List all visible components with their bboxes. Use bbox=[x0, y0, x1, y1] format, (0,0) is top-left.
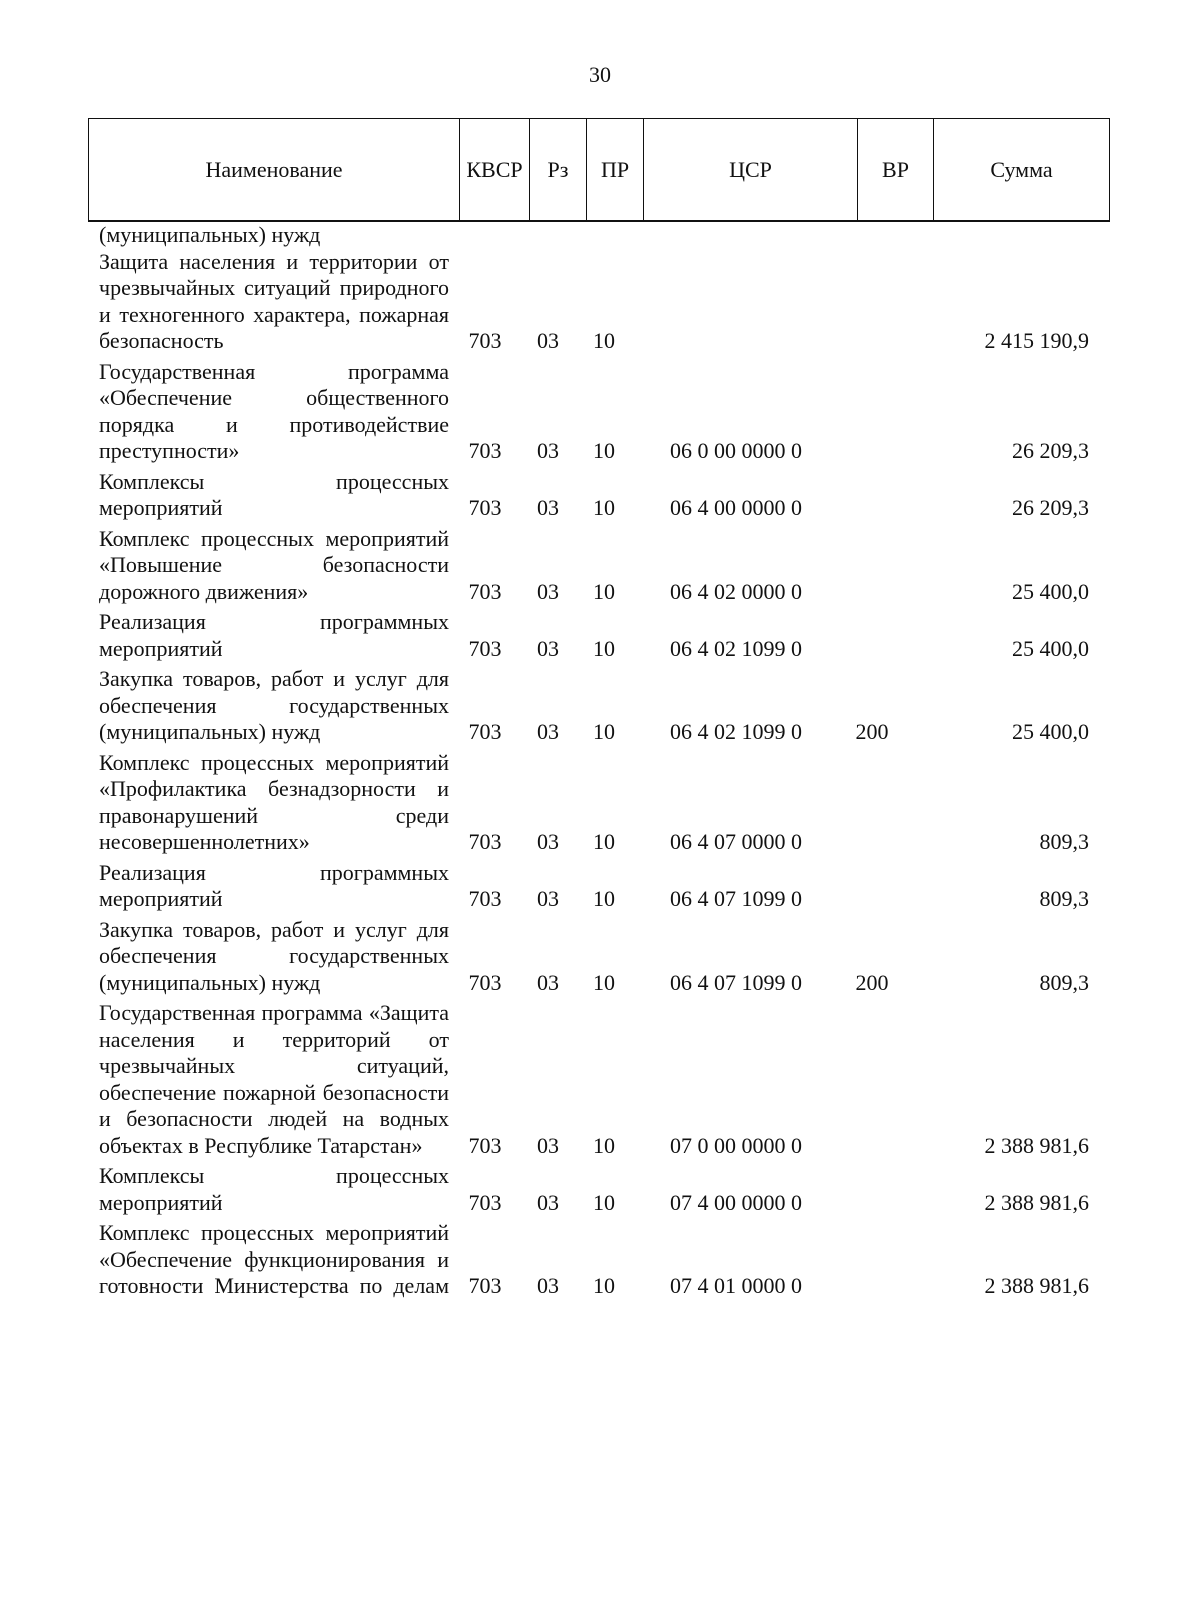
table-row bbox=[99, 249, 1119, 355]
row-rz: 03 bbox=[537, 1273, 559, 1298]
row-rz: 03 bbox=[537, 829, 559, 854]
row-kvsr: 703 bbox=[468, 829, 502, 854]
row-name: Комплексы процессных мероприятий bbox=[99, 1163, 449, 1215]
table-row bbox=[99, 1163, 1119, 1216]
row-csr: 06 4 02 1099 0 bbox=[670, 635, 802, 661]
row-name: Реализация программных мероприятий bbox=[99, 859, 449, 911]
row-name: Реализация программных мероприятий bbox=[99, 609, 449, 661]
row-csr: 07 4 01 0000 0 bbox=[670, 1273, 802, 1298]
row-pr: 10 bbox=[593, 495, 615, 520]
row-sum: 2 415 190,9 bbox=[984, 328, 1089, 353]
row-sum: 809,3 bbox=[1039, 886, 1089, 911]
table-row bbox=[99, 1220, 1119, 1300]
header-kvsr: КВСР bbox=[460, 119, 530, 220]
row-csr: 06 4 02 1099 0 bbox=[670, 719, 802, 744]
row-csr: 07 4 00 0000 0 bbox=[670, 1189, 802, 1215]
row-sum: 25 400,0 bbox=[1012, 578, 1089, 604]
row-name: (муниципальных) нужд bbox=[99, 222, 321, 247]
row-csr: 07 0 00 0000 0 bbox=[670, 1132, 802, 1158]
table-row bbox=[99, 609, 1119, 662]
row-rz: 03 bbox=[537, 969, 559, 995]
row-name: Комплекс процессных мероприятий «Обеспечение функционирования и готовности Министерства по делам bbox=[99, 1220, 449, 1298]
row-rz: 03 bbox=[537, 719, 559, 744]
row-csr: 06 4 07 1099 0 bbox=[670, 886, 802, 911]
row-name: Закупка товаров, работ и услуг для обеспечения государственных (муниципальных) нужд bbox=[99, 666, 449, 744]
table-row bbox=[99, 666, 1119, 746]
header-pr: ПР bbox=[587, 119, 644, 220]
row-kvsr: 703 bbox=[468, 719, 502, 744]
row-rz: 03 bbox=[537, 495, 559, 520]
row-kvsr: 703 bbox=[468, 495, 502, 520]
row-csr: 06 4 07 1099 0 bbox=[670, 969, 802, 995]
row-kvsr: 703 bbox=[468, 328, 502, 353]
table-row bbox=[99, 469, 1119, 522]
row-sum: 25 400,0 bbox=[1012, 635, 1089, 661]
row-rz: 03 bbox=[537, 438, 559, 463]
row-sum: 2 388 981,6 bbox=[984, 1273, 1089, 1298]
row-kvsr: 703 bbox=[468, 969, 502, 995]
row-kvsr: 703 bbox=[468, 438, 502, 463]
row-sum: 2 388 981,6 bbox=[984, 1189, 1089, 1215]
row-name: Государственная программа «Обеспечение общественного порядка и противодействие преступности» bbox=[99, 358, 449, 463]
header-csr: ЦСР bbox=[644, 119, 858, 220]
row-rz: 03 bbox=[537, 1132, 559, 1158]
row-rz: 03 bbox=[537, 886, 559, 911]
row-rz: 03 bbox=[537, 328, 559, 353]
row-kvsr: 703 bbox=[468, 1132, 502, 1158]
row-pr: 10 bbox=[593, 829, 615, 854]
row-pr: 10 bbox=[593, 1273, 615, 1298]
header-name: Наименование bbox=[89, 119, 460, 220]
row-name: Государственная программа «Защита населения и территорий от чрезвычайных ситуаций, обеспечение пожарной безопасности и безопасности людей на водных объектах в Республике Татарстан» bbox=[99, 1000, 449, 1158]
row-sum: 26 209,3 bbox=[1012, 438, 1089, 463]
row-kvsr: 703 bbox=[468, 635, 502, 661]
row-csr: 06 0 00 0000 0 bbox=[670, 438, 802, 463]
page-number: 30 bbox=[589, 62, 611, 87]
row-kvsr: 703 bbox=[468, 1273, 502, 1298]
table-row bbox=[99, 750, 1119, 856]
row-pr: 10 bbox=[593, 719, 615, 744]
table-row bbox=[99, 526, 1119, 606]
row-vr: 200 bbox=[855, 969, 889, 995]
table-body bbox=[99, 222, 1119, 1300]
row-csr: 06 4 07 0000 0 bbox=[670, 829, 802, 854]
row-pr: 10 bbox=[593, 635, 615, 661]
table-row bbox=[99, 917, 1119, 997]
row-name: Защита населения и территории от чрезвычайных ситуаций природного и техногенного характера, пожарная безопасность bbox=[99, 248, 449, 353]
row-rz: 03 bbox=[537, 578, 559, 604]
row-sum: 25 400,0 bbox=[1012, 719, 1089, 744]
table-row bbox=[99, 222, 1119, 249]
row-kvsr: 703 bbox=[468, 1189, 502, 1215]
row-vr: 200 bbox=[855, 719, 889, 744]
table-row bbox=[99, 1000, 1119, 1159]
row-sum: 2 388 981,6 bbox=[984, 1132, 1089, 1158]
row-name: Комплексы процессных мероприятий bbox=[99, 468, 449, 520]
row-sum: 809,3 bbox=[1039, 829, 1089, 854]
row-rz: 03 bbox=[537, 635, 559, 661]
row-name: Комплекс процессных мероприятий «Профилактика безнадзорности и правонарушений среди несовершеннолетних» bbox=[99, 749, 449, 854]
row-name: Закупка товаров, работ и услуг для обеспечения государственных (муниципальных) нужд bbox=[99, 916, 449, 995]
header-rz: Рз bbox=[530, 119, 587, 220]
row-csr: 06 4 02 0000 0 bbox=[670, 578, 802, 604]
row-pr: 10 bbox=[593, 1189, 615, 1215]
row-pr: 10 bbox=[593, 886, 615, 911]
table-header bbox=[88, 118, 1110, 222]
row-pr: 10 bbox=[593, 1132, 615, 1158]
table-row bbox=[99, 860, 1119, 913]
row-kvsr: 703 bbox=[468, 578, 502, 604]
header-sum: Сумма bbox=[990, 156, 1053, 182]
header-vr: ВР bbox=[858, 119, 934, 220]
row-kvsr: 703 bbox=[468, 886, 502, 911]
row-sum: 809,3 bbox=[1039, 969, 1089, 995]
row-sum: 26 209,3 bbox=[1012, 495, 1089, 520]
row-pr: 10 bbox=[593, 438, 615, 463]
row-csr: 06 4 00 0000 0 bbox=[670, 495, 802, 520]
table-row bbox=[99, 359, 1119, 465]
row-pr: 10 bbox=[593, 328, 615, 353]
row-pr: 10 bbox=[593, 969, 615, 995]
row-pr: 10 bbox=[593, 578, 615, 604]
row-name: Комплекс процессных мероприятий «Повышение безопасности дорожного движения» bbox=[99, 525, 449, 604]
row-rz: 03 bbox=[537, 1189, 559, 1215]
